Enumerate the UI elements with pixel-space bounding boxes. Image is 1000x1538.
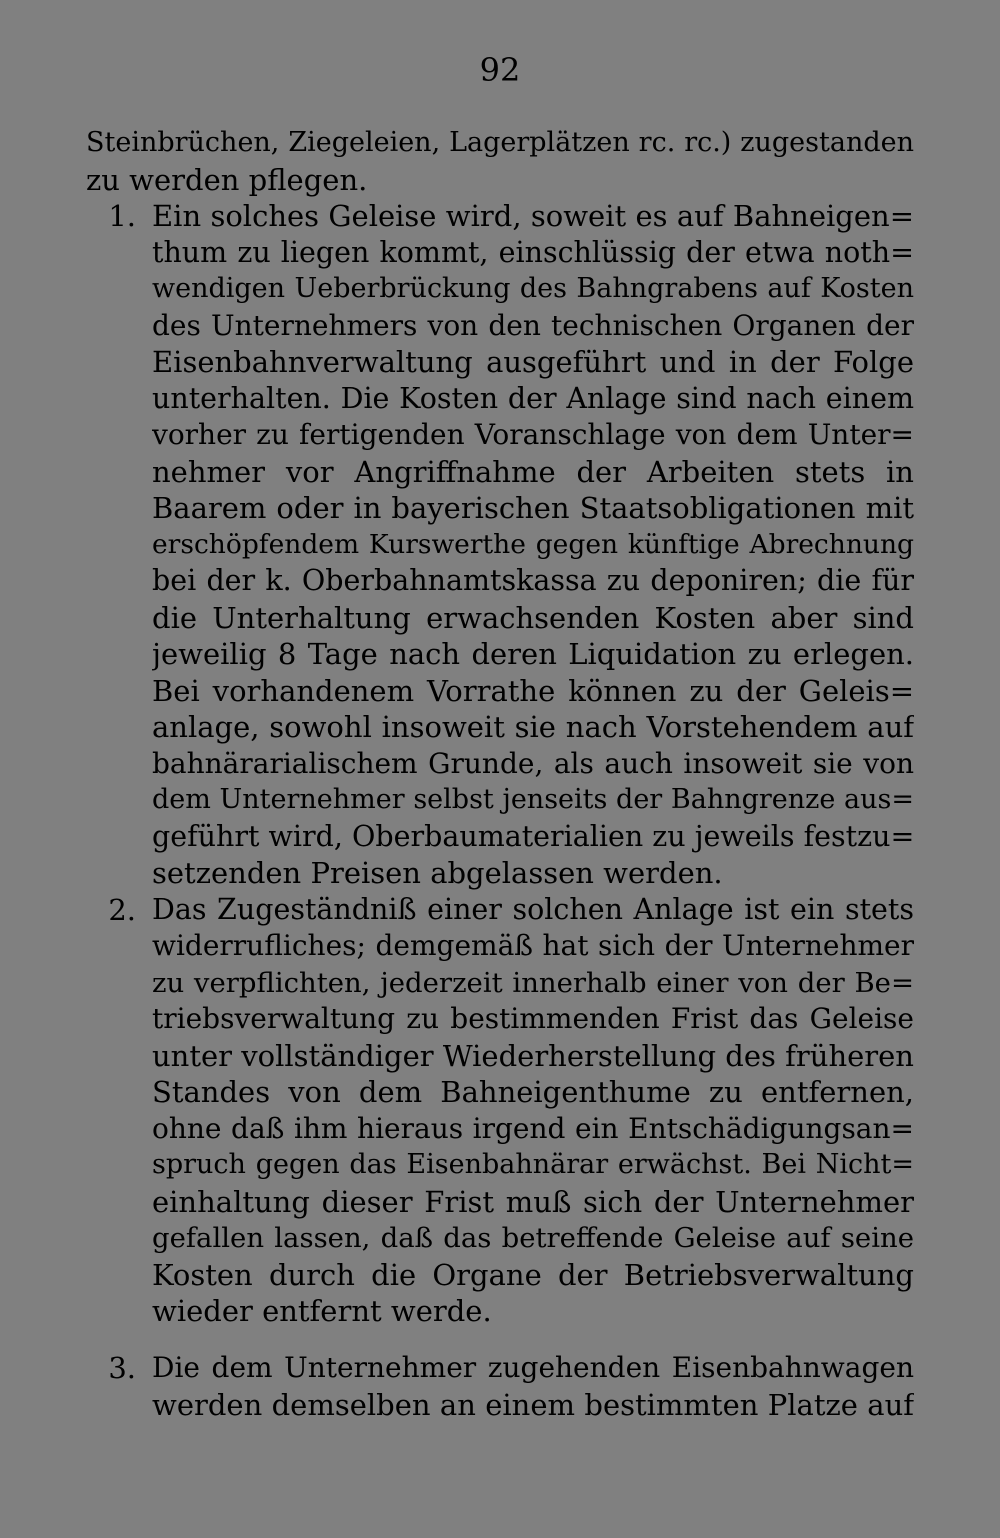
text-line: erschöpfendem Kurswerthe gegen künftige Abrechnung [152, 528, 914, 560]
text-line: bei der k. Oberbahnamtskassa zu deponiren; die für [152, 564, 914, 597]
text-line: Baarem oder in bayerischen Staatsobligationen mit [152, 491, 914, 525]
text-line: wieder entfernt werde. [152, 1294, 492, 1328]
item-number: 3. [108, 1351, 136, 1385]
text-line: setzenden Preisen abgelassen werden. [152, 856, 723, 890]
text-line: unterhalten. Die Kosten der Anlage sind nach einem [152, 381, 914, 415]
text-line: dem Unternehmer selbst jenseits der Bahngrenze aus= [152, 784, 914, 815]
text-line: spruch gegen das Eisenbahnärar erwächst. Bei Nicht= [152, 1149, 914, 1180]
text-line: anlage, sowohl insoweit sie nach Vorstehendem auf [152, 710, 914, 744]
text-line: unter vollständiger Wiederherstellung des früheren [152, 1038, 914, 1073]
text-line: einhaltung dieser Frist muß sich der Unternehmer [152, 1184, 914, 1219]
text-line: zu werden pflegen. [86, 162, 368, 197]
text-line: wendigen Ueberbrückung des Bahngrabens auf Kosten [152, 273, 914, 304]
item-number: 2. [108, 892, 136, 927]
text-line: triebsverwaltung zu bestimmenden Frist das Geleise [152, 1002, 914, 1035]
text-line: nehmer vor Angriffnahme der Arbeiten stets in [152, 454, 914, 489]
text-line: bahnärarialischem Grunde, als auch insoweit sie von [152, 746, 914, 780]
text-line: vorher zu fertigenden Voranschlage von dem Unter= [152, 418, 914, 451]
text-line: thum zu liegen kommt, einschlüssig der etwa noth= [152, 235, 914, 269]
text-line: Kosten durch die Organe der Betriebsverwaltung [152, 1257, 914, 1292]
text-line: werden demselben an einem bestimmten Platze auf [152, 1387, 914, 1422]
text-line: zu verpflichten, jederzeit innerhalb einer von der Be= [152, 966, 914, 999]
text-line: ohne daß ihm hieraus irgend ein Entschädigungsan= [152, 1111, 914, 1145]
text-line: Die dem Unternehmer zugehenden Eisenbahnwagen [152, 1351, 914, 1384]
text-line: geführt wird, Oberbaumaterialien zu jeweils festzu= [152, 819, 914, 853]
text-line: Ein solches Geleise wird, soweit es auf Bahneigen= [152, 199, 914, 233]
item-number: 1. [108, 199, 136, 233]
page-number: 92 [479, 51, 521, 89]
text-line: jeweilig 8 Tage nach deren Liquidation zu erlegen. [152, 637, 914, 671]
text-line: Standes von dem Bahneigenthume zu entfernen, [152, 1075, 914, 1109]
text-line: gefallen lassen, daß das betreffende Geleise auf seine [152, 1222, 914, 1254]
text-line: des Unternehmers von den technischen Organen der [152, 308, 914, 342]
text-line: Bei vorhandenem Vorrathe können zu der Geleis= [152, 673, 914, 708]
text-line: die Unterhaltung erwachsenden Kosten aber sind [152, 600, 914, 635]
text-line: Eisenbahnverwaltung ausgeführt und in der Folge [152, 345, 914, 379]
text-line: widerrufliches; demgemäß hat sich der Unternehmer [152, 929, 914, 962]
text-line: Das Zugeständniß einer solchen Anlage ist ein stets [152, 892, 914, 926]
text-line: Steinbrüchen, Ziegeleien, Lagerplätzen rc. rc.) zugestanden [86, 127, 914, 158]
